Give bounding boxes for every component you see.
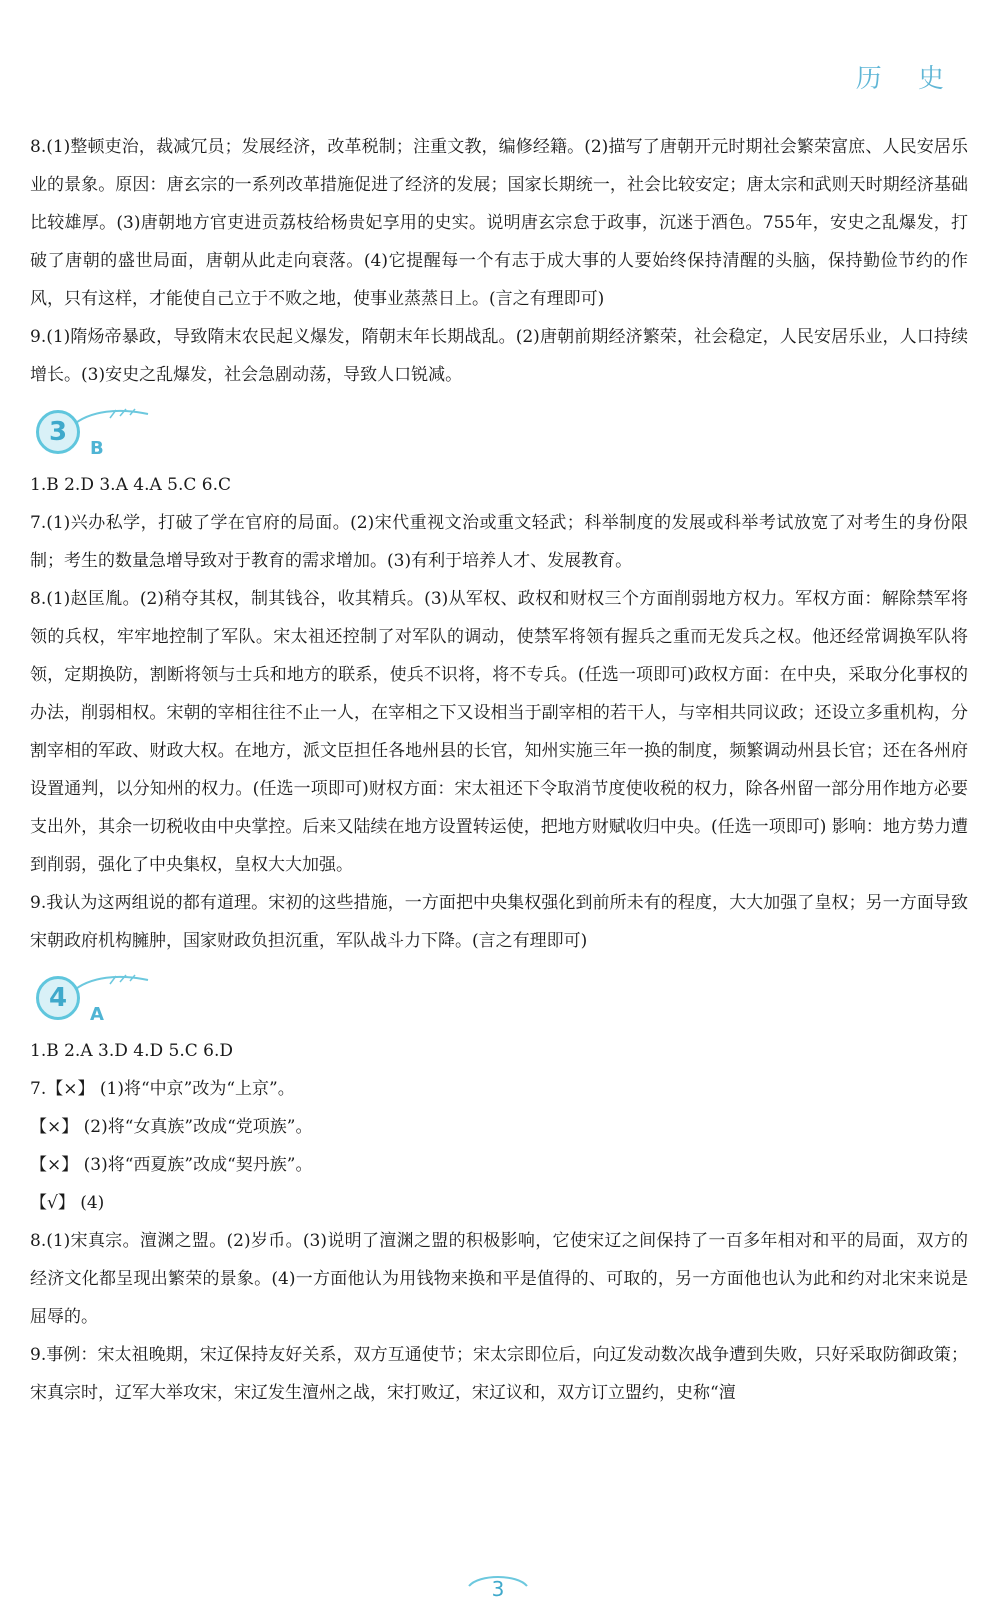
lesson3-choices: 1.B 2.D 3.A 4.A 5.C 6.C [30,475,232,495]
lesson4-q9: 9.事例：宋太祖晚期，宋辽保持友好关系，双方互通使节；宋太宗即位后，向辽发动数次战争遭到失败，只好采取防御政策；宋真宗时，辽军大举攻宋，宋辽发生澶州之战，宋打败辽，宋辽议和，双方订立盟约，史称“澶 [30,1345,968,1403]
lesson-number-badge: 4 [36,976,80,1020]
lesson2-q9: 9.(1)隋炀帝暴政，导致隋末农民起义爆发，隋朝末年长期战乱。(2)唐朝前期经济繁荣，社会稳定，人民安居乐业，人口持续增长。(3)安史之乱爆发，社会急剧动荡，导致人口锐减。 [30,327,968,385]
lesson3-q8: 8.(1)赵匡胤。(2)稍夺其权，制其钱谷，收其精兵。(3)从军权、政权和财权三个方面削弱地方权力。军权方面：解除禁军将领的兵权，牢牢地控制了军队。宋太祖还控制了对军队的调动，使禁军将领有握兵之重而无发兵之权。他还经常调换军队将领，定期换防，割断将领与士兵和地方的联系，使兵不识将，将不专兵。(任选一项即可)政权方面：在中央，采取分化事权的办法，削弱相权。宋朝的宰相往往不止一人，在宰相之下又设相当于副宰相的若干人，与宰相共同议政；还设立多重机构，分割宰相的军政、财政大权。在地方，派文臣担任各地州县的长官，知州实施三年一换的制度，频繁调动州县长官；还在各州府设置通判，以分知州的权力。(任选一项即可)财权方面：宋太祖还下令取消节度使收税的权力，除各州留一部分用作地方必要支出外，其余一切税收由中央掌控。后来又陆续在地方设置转运使，把地方财赋收归中央。(任选一项即可) 影响：地方势力遭到削弱，强化了中央集权，皇权大大加强。 [30,589,968,875]
lesson4-q7-line: 【√】 (4) [30,1193,105,1213]
lesson4-q7-line: 【×】 (2)将“女真族”改成“党项族”。 [30,1117,313,1137]
lesson4-q7-line: 7.【×】 (1)将“中京”改为“上京”。 [30,1079,295,1099]
lesson3-q7: 7.(1)兴办私学，打破了学在官府的局面。(2)宋代重视文治或重文轻武；科举制度的发展或科举考试放宽了对考生的身份限制；考生的数量急增导致对于教育的需求增加。(3)有利于培养人才、发展教育。 [30,513,968,571]
lesson3-q9: 9.我认为这两组说的都有道理。宋初的这些措施，一方面把中央集权强化到前所未有的程度，大大加强了皇权；另一方面导致宋朝政府机构臃肿，国家财政负担沉重，军队战斗力下降。(言之有理即可) [30,893,968,951]
page-number [465,1572,531,1600]
level-label: B [90,438,104,459]
lesson2-q8: 8.(1)整顿吏治，裁减冗员；发展经济，改革税制；注重文教，编修经籍。(2)描写了唐朝开元时期社会繁荣富庶、人民安居乐业的景象。原因：唐玄宗的一系列改革措施促进了经济的发展；国家长期统一，社会比较安定；唐太宗和武则天时期经济基础比较雄厚。(3)唐朝地方官吏进贡荔枝给杨贵妃享用的史实。说明唐玄宗怠于政事，沉迷于酒色。755年，安史之乱爆发，打破了唐朝的盛世局面，唐朝从此走向衰落。(4)它提醒每一个有志于成大事的人要始终保持清醒的头脑，保持勤俭节约的作风，只有这样，才能使自己立于不败之地，使事业蒸蒸日上。(言之有理即可) [30,137,968,309]
lesson3-header [30,404,968,462]
page-number-text: 3 [491,1577,505,1601]
lesson4-q8: 8.(1)宋真宗。澶渊之盟。(2)岁币。(3)说明了澶渊之盟的积极影响，它使宋辽之间保持了一百多年相对和平的局面，双方的经济文化都呈现出繁荣的景象。(4)一方面他认为用钱物来换和平是值得的、可取的，另一方面他也认为此和约对北宋来说是屈辱的。 [30,1231,968,1327]
leaf-swoosh-icon [70,406,150,430]
subject-title: 历 史 [855,64,958,94]
level-label: A [90,1004,104,1025]
lesson4-header [30,970,968,1028]
lesson4-q7-line: 【×】 (3)将“西夏族”改成“契丹族”。 [30,1155,313,1175]
lesson-number-badge: 3 [36,410,80,454]
leaf-swoosh-icon [70,972,150,996]
answer-content [30,128,968,1412]
lesson4-choices: 1.B 2.A 3.D 4.D 5.C 6.D [30,1041,234,1061]
